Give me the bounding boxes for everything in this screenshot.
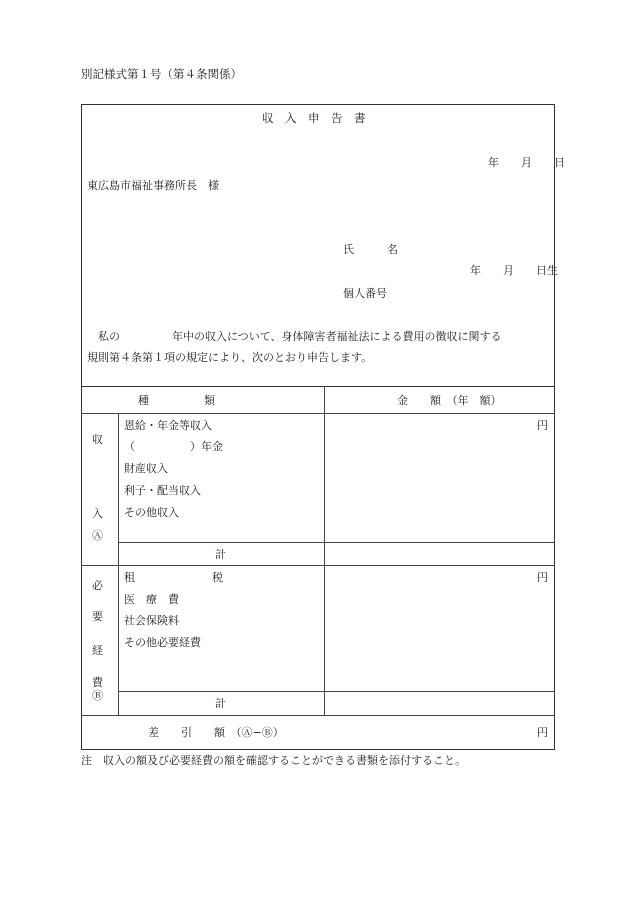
header-type: 種 類 [138,394,215,407]
expense-side-char-2: 要 [92,610,103,623]
income-side-char-1: 収 [92,433,103,446]
income-item-pension: 恩給・年金等収入 [124,419,212,432]
declaration-prefix: 私の [98,330,120,343]
difference-amount-unit[interactable]: 円 [537,726,548,739]
income-side-mark: Ⓐ [92,529,103,542]
income-item-other: その他収入 [124,506,179,519]
expense-section-divider [81,715,555,716]
expense-item-medical: 医 療 費 [124,593,179,606]
difference-label: 差 引 額 （Ⓐ−Ⓑ） [148,726,284,739]
expense-item-other: その他必要経費 [124,636,201,649]
header-amount: 金 額 （年 額） [397,394,502,407]
form-id: 別記様式第１号（第４条関係） [81,67,242,81]
declaration-line2: 規則第４条第１項の規定により、次のとおり申告します。 [87,351,373,364]
expense-amount-unit[interactable]: 円 [537,571,548,584]
expense-item-social-insurance: 社会保険料 [124,614,179,627]
income-amount-unit[interactable]: 円 [537,419,548,432]
date-field[interactable]: 年 月 日 [488,156,565,169]
amount-column-divider [324,386,325,715]
income-side-char-2: 入 [92,507,103,520]
expense-side-char-1: 必 [92,579,103,592]
category-column-divider [118,413,119,715]
footnote: 注 収入の額及び必要経費の額を確認することができる書類を添付すること。 [81,754,466,767]
addressee: 東広島市福祉事務所長 様 [87,179,219,192]
document-title: 収 入 申 告 書 [262,111,366,125]
expense-total-label: 計 [215,697,226,710]
declaration-line1: 年中の収入について、身体障害者福祉法による費用の徴収に関する [172,330,502,343]
income-item-property: 財産収入 [124,462,168,475]
income-total-label: 計 [215,548,226,561]
expense-item-tax: 租 税 [124,571,223,584]
income-item-other-pension: （ ）年金 [124,440,223,453]
expense-side-char-3: 経 [92,644,103,657]
income-total-divider [118,542,555,543]
header-divider [81,413,555,414]
birth-date-field[interactable]: 年 月 日生 [470,264,558,277]
individual-number-field[interactable]: 個人番号 [343,287,387,300]
expense-total-divider [118,691,555,692]
expense-side-char-4: 費 [92,676,103,689]
table-top-border [81,386,555,387]
expense-side-mark: Ⓑ [92,689,103,702]
income-item-interest: 利子・配当収入 [124,484,201,497]
name-field[interactable]: 氏 名 [343,243,398,256]
income-section-divider [81,565,555,566]
